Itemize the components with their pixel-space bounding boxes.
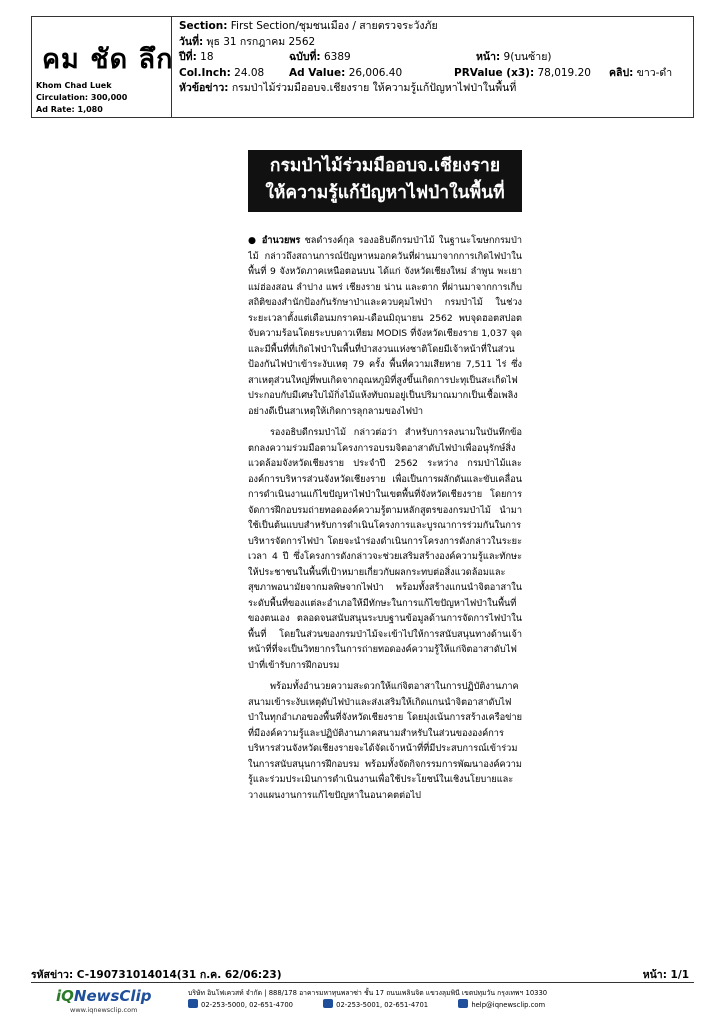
bullet-byline: ● อำนวยพร — [248, 235, 301, 246]
email-address: help@iqnewsclip.com — [471, 1001, 546, 1009]
phone-item — [188, 999, 307, 1011]
phone-number: 02-253-5000, 02-651-4700 — [201, 1001, 293, 1009]
issue-value: 6389 — [323, 51, 351, 64]
email-item — [458, 999, 559, 1011]
publication-block — [32, 17, 172, 117]
article-paragraph-1 — [248, 233, 522, 419]
article-paragraph-3: พร้อมทั้งอำนวยความสะดวกให้แก่จิตอาสาในการปฏิบัติงานภาคสนามเข้าระงับเหตุดับไฟป่าและส่งเสริมให้เกิดแกนนำจิตอาสาดับไฟป่าในทุกอำเภอของพื้นที่จังหวัดเชียงราย โดยมุ่งเน้นการสร้างเครือข่ายที่มีองค์ความรู้และปฏิบัติงานภาคสนามสำหรับในส่วนขององค์การบริหารส่วนจังหวัดเชียงรายจะได้จัดเจ้าหน้าที่ที่มีประสบการณ์เข้าร่วมในการสนับสนุนการฝึกอบรม พร้อมทั้งจัดกิจกรรมการพัฒนาองค์ความรู้และร่วมประเมินการดำเนินงานเพื่อใช้ประโยชน์ในเชิงนโยบายและวางแผนงานการแก้ไขปัญหาในอนาคตต่อไป — [248, 681, 522, 801]
issue-row — [179, 50, 689, 66]
headline-line-2: ให้ความรู้แก้ปัญหาไฟป่าในพื้นที่ — [265, 183, 505, 203]
subject-row — [179, 81, 689, 97]
company-contact — [188, 987, 573, 1011]
headline-line-1: กรมป่าไม้ร่วมมืออบจ.เชียงราย — [269, 156, 501, 176]
subject-label: หัวข้อข่าว: — [179, 82, 229, 95]
date-label: วันที่: — [179, 35, 204, 48]
colinch-value: 24.08 — [234, 66, 265, 79]
ad-rate: Ad Rate: 1,080 — [36, 105, 103, 114]
footer-divider — [31, 982, 694, 983]
brand-wordmark — [56, 987, 151, 1005]
advalue-value: 26,006.40 — [348, 66, 403, 79]
iqnewsclip-logo — [56, 987, 176, 1017]
paragraph-1-text: ชลดำรงค์กุล รองอธิบดีกรมป่าไม้ ในฐานะโฆษกกรมป่าไม้ กล่าวถึงสถานการณ์ปัญหาหมอกควันที่ผ่านมาจากการเกิดไฟป่าในพื้นที่ 9 จังหวัดภาคเหนือตอนบน ได้แก่ จังหวัดเชียงใหม่ ลำพูน พะเยา แม่ฮ่องสอน ลำปาง แพร่ เชียงราย น่าน และตาก ที่ผ่านมาจากการเก็บสถิติของสำนักป้องกันรักษาป่าและควบคุมไฟป่า กรมป่าไม้ ในช่วงระยะเวลาตั้งแต่เดือนมกราคม-เดือนมิถุนายน 2562 พบจุดฮอตสปอต จับความร้อนโดยระบบดาวเทียม MODIS ที่จังหวัดเชียงราย 1,037 จุด และมีพื้นที่ที่เกิดไฟป่าในพื้นที่ป่าสงวนแห่งชาติโดยมีเจ้าหน้าที่ในส่วนป้องกันไฟป่าเข้าระงับเหตุ 79 ครั้ง พื้นที่ความเสียหาย 7,511 ไร่ ซึ่งสาเหตุส่วนใหญ่ที่พบเกิดจากอุณหภูมิที่สูงขึ้นเกิดการปะทุเป็นสะเก็ดไฟ ประกอบกับมีเศษใบไม้กิ่งไม้แห้งทับถมอยู่เป็นปริมาณมากเป็นเชื้อเพลิงอย่างดีเป็นสาเหตุให้เกิดการลุกลามของไฟป่า — [248, 235, 522, 417]
date-row — [179, 35, 689, 51]
email-icon — [458, 999, 468, 1008]
clipping-header — [31, 16, 694, 118]
clip-value: ขาว-ดำ — [636, 66, 673, 79]
circulation: Circulation: 300,000 — [36, 93, 128, 102]
contact-channels — [188, 999, 573, 1011]
year-label: ปีที่: — [179, 51, 197, 64]
fax-item — [323, 999, 442, 1011]
brand-url: www.iqnewsclip.com — [70, 1006, 138, 1014]
issue-label: ฉบับที่: — [289, 51, 321, 64]
company-address: บริษัท อินโฟเควสท์ จำกัด | 888/178 อาคารมหาทุนพลาซ่า ชั้น 17 ถนนเพลินจิต แขวงลุมพินี เขตปทุมวัน กรุงเทพฯ 10330 — [188, 989, 548, 997]
article-body — [248, 233, 522, 923]
brand-iq: iQ — [56, 987, 74, 1005]
subject-value: กรมป่าไม้ร่วมมืออบจ.เชียงราย ให้ความรู้แก้ปัญหาไฟป่าในพื้นที่ — [231, 82, 517, 95]
fax-number: 02-253-5001, 02-651-4701 — [336, 1001, 429, 1009]
page-value: 9(บนซ้าย) — [503, 51, 552, 64]
section-value: First Section/ชุมชนเมือง / สายตรวจระวังภัย — [230, 20, 438, 32]
phone-icon — [188, 999, 198, 1008]
page-count: หน้า: 1/1 — [642, 969, 689, 981]
fax-icon — [323, 999, 333, 1008]
news-id: รหัสข่าว: C-190731014014(31 ก.ค. 62/06:23) — [31, 969, 282, 981]
publication-name: Khom Chad Luek — [36, 81, 112, 90]
article-paragraph-2: รองอธิบดีกรมป่าไม้ กล่าวต่อว่า สำหรับการลงนามในบันทึกข้อตกลงความร่วมมือตามโครงการอบรมจิตอาสาดับไฟป่าเพื่ออนุรักษ์สิ่งแวดล้อมจังหวัดเชียงราย ประจำปี 2562 ระหว่าง กรมป่าไม้และองค์การบริหารส่วนจังหวัดเชียงราย เพื่อเป็นการผลักดันและขับเคลื่อนการดำเนินงานแก้ไขปัญหาไฟป่าในเขตพื้นที่จังหวัดเชียงราย โดยการจัดการฝึกอบรมถ่ายทอดองค์ความรู้ตามหลักสูตรของกรมป่าไม้ นำมาใช้เป็นต้นแบบสำหรับการดำเนินโครงการและบูรณาการร่วมกันในการบริหารจัดการไฟป่า โดยจะนำร่องดำเนินการโครงการดังกล่าวในระยะเวลา 4 ปี ซึ่งโครงการดังกล่าวจะช่วยเสริมสร้างองค์ความรู้และทักษะให้ประชาชนในพื้นที่เป้าหมายเกี่ยวกับผลกระทบต่อสิ่งแวดล้อมและสุขภาพอนามัยจากมลพิษจากไฟป่า พร้อมทั้งสร้างแกนนำจิตอาสาในระดับพื้นที่ของแต่ละอำเภอให้มีทักษะในการแก้ไขปัญหาไฟป่าในพื้นที่ของตนเอง ตลอดจนสนับสนุนระบบฐานข้อมูลด้านการจัดการไฟป่าในพื้นที่ โดยในส่วนของกรมป่าไม้จะเข้าไปให้การสนับสนุนทางด้านเจ้าหน้าที่ที่จะเป็นวิทยากรในการถ่ายทอดองค์ความรู้ให้แก่จิตอาสาดับไฟป่าที่เข้ารับการฝึกอบรม — [248, 427, 522, 671]
page-label: หน้า: — [476, 51, 501, 64]
article-headline — [248, 150, 522, 212]
colinch-label: Col.Inch: — [179, 66, 231, 79]
section-row — [179, 19, 689, 35]
prvalue-label: PRValue (x3): — [454, 66, 535, 79]
newspaper-logo: คม ชัด ลึก — [42, 44, 174, 75]
year-value: 18 — [200, 51, 214, 64]
advalue-label: Ad Value: — [289, 66, 346, 79]
publication-info — [36, 80, 127, 116]
prvalue-value: 78,019.20 — [537, 66, 591, 79]
date-value: พุธ 31 กรกฎาคม 2562 — [206, 35, 316, 48]
brand-name: NewsClip — [73, 987, 152, 1005]
clipping-metadata — [179, 19, 689, 97]
clip-label: คลิป: — [609, 66, 634, 79]
section-label: Section: — [179, 20, 228, 32]
value-row — [179, 66, 689, 82]
